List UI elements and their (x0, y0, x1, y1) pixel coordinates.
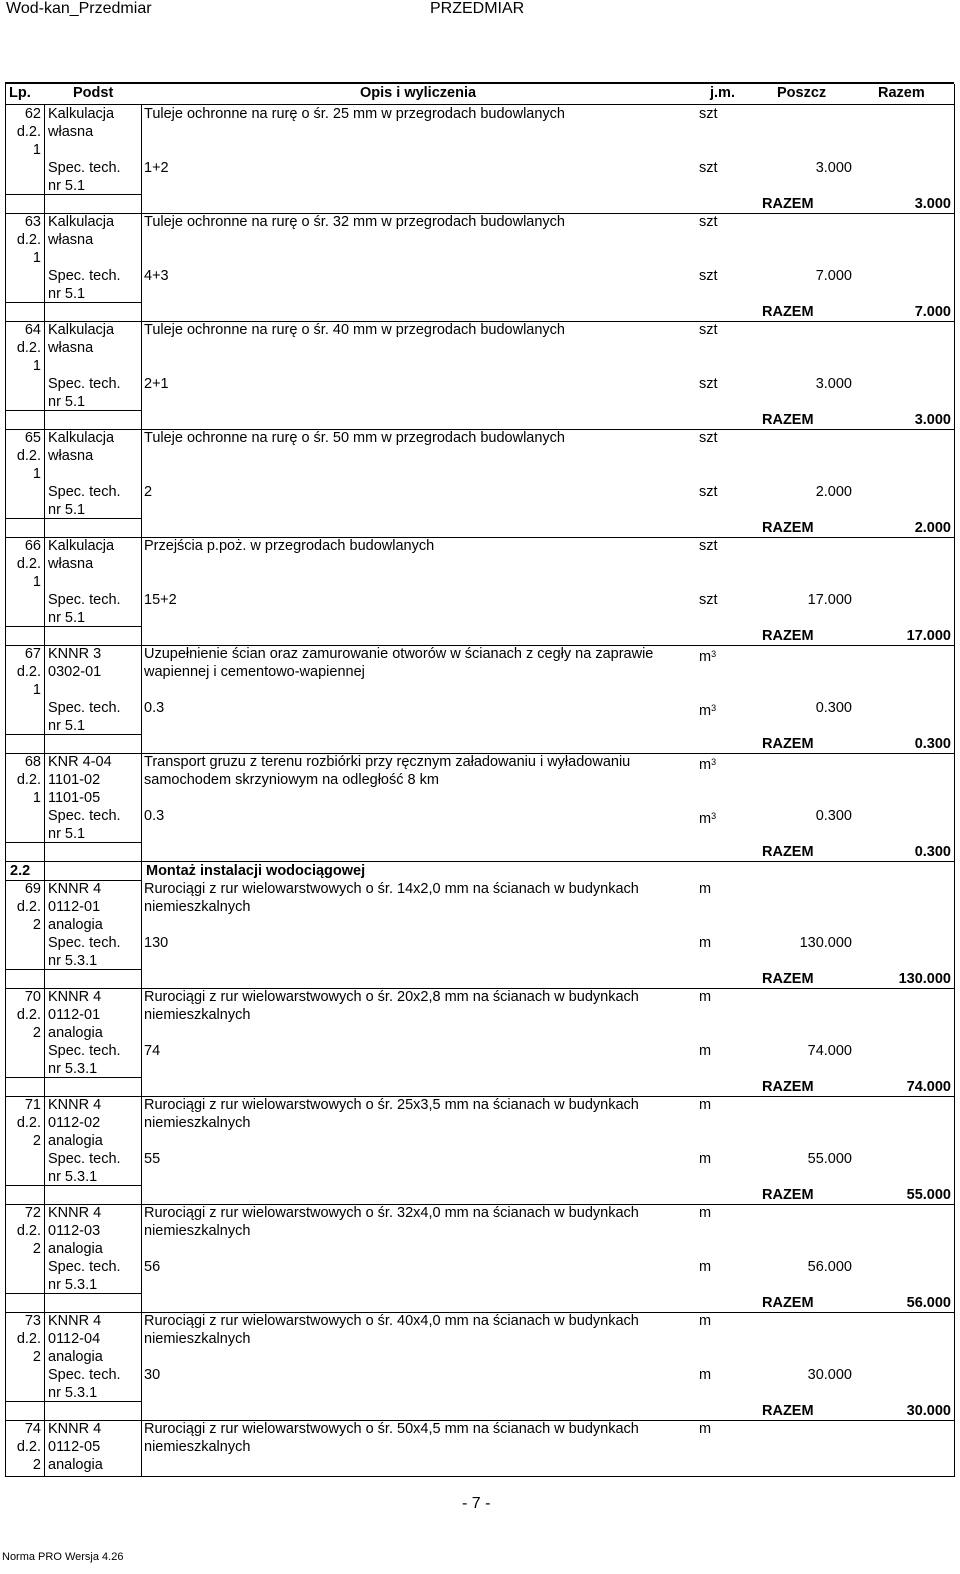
position-description: Rurociągi z rur wielowarstwowych o śr. 25x3,5 mm na ścianach w budynkach (144, 1097, 639, 1113)
position-lp: 62 (24, 106, 41, 122)
col-podst: Podst (73, 85, 114, 101)
position-description: Tuleje ochronne na rurę o śr. 40 mm w przegrodach budowlanych (144, 322, 565, 338)
position-basis: Spec. tech. (48, 1043, 121, 1059)
position-lp: d.2. (16, 124, 41, 140)
position-basis: 0112-02 (48, 1115, 101, 1131)
razem-value: 56.000 (906, 1295, 951, 1311)
position-basis: 0112-04 (48, 1331, 101, 1347)
poszcz-value: 3.000 (815, 160, 852, 176)
position-basis: Kalkulacja (48, 214, 115, 230)
razem-value: 3.000 (914, 196, 951, 212)
position-lp: d.2. (16, 1223, 41, 1239)
poszcz-value: 56.000 (807, 1259, 852, 1275)
calculation-unit: szt (699, 268, 718, 284)
position-description: niemieszkalnych (144, 1007, 251, 1023)
position-description: Tuleje ochronne na rurę o śr. 50 mm w przegrodach budowlanych (144, 430, 565, 446)
position-description: Uzupełnienie ścian oraz zamurowanie otworów w ścianach z cegły na zaprawie (144, 646, 654, 662)
position-bottom-divider (5, 842, 142, 843)
razem-label: RAZEM (762, 971, 814, 987)
position-bottom-divider (5, 1185, 142, 1186)
position-description: Rurociągi z rur wielowarstwowych o śr. 40x4,0 mm na ścianach w budynkach (144, 1313, 639, 1329)
calculation-expression: 56 (144, 1259, 161, 1275)
position-lp: 66 (24, 538, 41, 554)
position-lp: 1 (32, 142, 41, 158)
column-separator (44, 104, 45, 1476)
poszcz-value: 17.000 (807, 592, 852, 608)
position-description: wapiennej i cementowo-wapiennej (144, 664, 365, 680)
position-basis: własna (48, 232, 94, 248)
position-basis: Kalkulacja (48, 538, 115, 554)
calculation-unit: szt (699, 484, 718, 500)
calculation-expression: 0.3 (144, 700, 165, 716)
position-lp: 73 (24, 1313, 41, 1329)
position-basis: KNNR 4 (48, 1313, 102, 1329)
position-basis: Spec. tech. (48, 935, 121, 951)
position-basis: analogia (48, 1457, 103, 1473)
position-basis: analogia (48, 1133, 103, 1149)
calculation-expression: 4+3 (144, 268, 169, 284)
razem-label: RAZEM (762, 196, 814, 212)
poszcz-value: 74.000 (807, 1043, 852, 1059)
razem-label: RAZEM (762, 1187, 814, 1203)
position-unit: szt (699, 538, 718, 554)
razem-value: 17.000 (906, 628, 951, 644)
calculation-expression: 1+2 (144, 160, 169, 176)
col-razem: Razem (878, 85, 925, 101)
position-basis: nr 5.3.1 (48, 1385, 98, 1401)
position-lp: 72 (24, 1205, 41, 1221)
position-bottom-divider (5, 1293, 142, 1294)
calculation-unit: m (699, 1043, 712, 1059)
calculation-unit: $m^3$ (699, 811, 717, 827)
position-bottom-divider (5, 194, 142, 195)
poszcz-value: 0.300 (815, 808, 852, 824)
calculation-expression: 74 (144, 1043, 161, 1059)
position-lp: 1 (32, 250, 41, 266)
position-basis: Spec. tech. (48, 1367, 121, 1383)
position-basis: własna (48, 556, 94, 572)
position-basis: Spec. tech. (48, 376, 121, 392)
calculation-unit: szt (699, 376, 718, 392)
razem-value: 130.000 (898, 971, 951, 987)
position-lp: d.2. (16, 232, 41, 248)
calculation-unit: $m^3$ (699, 703, 717, 719)
document-header-left: Wod-kan_Przedmiar (6, 0, 152, 17)
position-lp: 71 (24, 1097, 41, 1113)
calculation-expression: 15+2 (144, 592, 177, 608)
position-basis: 1101-05 (48, 790, 101, 806)
position-unit: m (699, 1421, 712, 1437)
position-basis: Kalkulacja (48, 106, 115, 122)
position-lp: 1 (32, 790, 41, 806)
position-unit: m (699, 881, 712, 897)
position-basis: Spec. tech. (48, 700, 121, 716)
position-lp: 68 (24, 754, 41, 770)
position-basis: Spec. tech. (48, 808, 121, 824)
position-basis: 0302-01 (48, 664, 102, 680)
position-unit: m (699, 1313, 712, 1329)
razem-value: 2.000 (914, 520, 951, 536)
position-basis: KNR 4-04 (48, 754, 112, 770)
position-lp: d.2. (16, 899, 41, 915)
position-basis: Spec. tech. (48, 1151, 121, 1167)
position-basis: nr 5.3.1 (48, 1061, 98, 1077)
position-basis: nr 5.1 (48, 286, 86, 302)
position-basis: Kalkulacja (48, 430, 115, 446)
position-basis: KNNR 4 (48, 1205, 102, 1221)
position-basis: 0112-03 (48, 1223, 101, 1239)
position-description: Tuleje ochronne na rurę o śr. 32 mm w przegrodach budowlanych (144, 214, 565, 230)
calculation-unit: szt (699, 160, 718, 176)
position-basis: nr 5.1 (48, 718, 86, 734)
position-basis: 1101-02 (48, 772, 101, 788)
razem-value: 7.000 (914, 304, 951, 320)
position-unit: szt (699, 214, 718, 230)
position-basis: Spec. tech. (48, 1259, 121, 1275)
column-separator (141, 104, 142, 1476)
position-basis: Spec. tech. (48, 484, 121, 500)
position-lp: d.2. (16, 1007, 41, 1023)
position-basis: nr 5.1 (48, 610, 86, 626)
calculation-unit: m (699, 1151, 712, 1167)
position-basis: KNNR 4 (48, 989, 102, 1005)
position-description: Rurociągi z rur wielowarstwowych o śr. 20x2,8 mm na ścianach w budynkach (144, 989, 639, 1005)
position-basis: Spec. tech. (48, 592, 121, 608)
col-poszcz: Poszcz (777, 85, 827, 101)
poszcz-value: 130.000 (799, 935, 852, 951)
calculation-unit: m (699, 1367, 712, 1383)
position-basis: analogia (48, 1025, 103, 1041)
razem-label: RAZEM (762, 1079, 814, 1095)
position-basis: nr 5.3.1 (48, 1169, 98, 1185)
position-basis: nr 5.3.1 (48, 1277, 98, 1293)
position-bottom-divider (5, 734, 142, 735)
col-opis: Opis i wyliczenia (360, 85, 477, 101)
position-basis: 0112-01 (48, 899, 101, 915)
razem-value: 3.000 (914, 412, 951, 428)
calculation-expression: 130 (144, 935, 169, 951)
poszcz-value: 2.000 (815, 484, 852, 500)
position-unit: $m^3$ (699, 757, 717, 773)
position-basis: nr 5.1 (48, 502, 86, 518)
position-basis: KNNR 4 (48, 1421, 102, 1437)
position-description: niemieszkalnych (144, 1331, 251, 1347)
position-lp: d.2. (16, 556, 41, 572)
position-bottom-divider (5, 518, 142, 519)
page-number: - 7 - (462, 1495, 491, 1512)
position-description: niemieszkalnych (144, 899, 251, 915)
razem-label: RAZEM (762, 1403, 814, 1419)
position-lp: d.2. (16, 1439, 41, 1455)
position-basis: nr 5.3.1 (48, 953, 98, 969)
position-basis: KNNR 3 (48, 646, 102, 662)
position-unit: szt (699, 322, 718, 338)
calculation-expression: 0.3 (144, 808, 165, 824)
position-basis: analogia (48, 1241, 103, 1257)
position-bottom-divider (5, 969, 142, 970)
document-header-title: PRZEDMIAR (430, 0, 525, 17)
position-description: Tuleje ochronne na rurę o śr. 25 mm w przegrodach budowlanych (144, 106, 565, 122)
position-description: Transport gruzu z terenu rozbiórki przy ręcznym załadowaniu i wyładowaniu (144, 754, 631, 770)
col-lp: Lp. (9, 85, 31, 101)
calculation-expression: 55 (144, 1151, 161, 1167)
position-lp: 65 (24, 430, 41, 446)
position-basis: Spec. tech. (48, 268, 121, 284)
position-basis: Spec. tech. (48, 160, 121, 176)
position-lp: 1 (32, 682, 41, 698)
position-description: Rurociągi z rur wielowarstwowych o śr. 32x4,0 mm na ścianach w budynkach (144, 1205, 639, 1221)
position-lp: 2 (32, 1133, 41, 1149)
position-basis: nr 5.1 (48, 394, 86, 410)
position-lp: 70 (24, 989, 41, 1005)
position-lp: d.2. (16, 772, 41, 788)
calculation-expression: 30 (144, 1367, 161, 1383)
position-basis: własna (48, 448, 94, 464)
position-lp: d.2. (16, 1115, 41, 1131)
position-lp: 2 (32, 1457, 41, 1473)
col-jm: j.m. (710, 85, 735, 101)
poszcz-value: 7.000 (815, 268, 852, 284)
position-unit: m (699, 1097, 712, 1113)
razem-label: RAZEM (762, 844, 814, 860)
position-lp: 2 (32, 917, 41, 933)
position-basis: 0112-01 (48, 1007, 101, 1023)
poszcz-value: 3.000 (815, 376, 852, 392)
position-lp: 63 (24, 214, 41, 230)
position-basis: własna (48, 340, 94, 356)
position-bottom-divider (5, 410, 142, 411)
position-description: niemieszkalnych (144, 1115, 251, 1131)
position-unit: m (699, 1205, 712, 1221)
calculation-unit: m (699, 935, 712, 951)
calculation-expression: 2 (144, 484, 153, 500)
position-lp: d.2. (16, 340, 41, 356)
position-description: Rurociągi z rur wielowarstwowych o śr. 50x4,5 mm na ścianach w budynkach (144, 1421, 639, 1437)
poszcz-value: 30.000 (807, 1367, 852, 1383)
position-basis: KNNR 4 (48, 1097, 102, 1113)
position-lp: 74 (24, 1421, 41, 1437)
position-lp: 64 (24, 322, 41, 338)
position-bottom-divider (5, 1401, 142, 1402)
position-description: Przejścia p.poż. w przegrodach budowlanych (144, 538, 435, 554)
position-bottom-divider (5, 302, 142, 303)
calculation-expression: 2+1 (144, 376, 169, 392)
razem-label: RAZEM (762, 412, 814, 428)
position-lp: 2 (32, 1241, 41, 1257)
razem-label: RAZEM (762, 736, 814, 752)
calculation-unit: m (699, 1259, 712, 1275)
razem-value: 74.000 (906, 1079, 951, 1095)
position-bottom-divider (5, 1077, 142, 1078)
software-footer: Norma PRO Wersja 4.26 (2, 1551, 124, 1563)
razem-label: RAZEM (762, 1295, 814, 1311)
position-unit: $m^3$ (699, 649, 717, 665)
section-title: Montaż instalacji wodociągowej (146, 863, 366, 879)
position-basis: nr 5.1 (48, 826, 86, 842)
position-description: samochodem skrzyniowym na odległość 8 km (144, 772, 439, 788)
position-lp: 67 (24, 646, 41, 662)
razem-value: 0.300 (914, 736, 951, 752)
position-lp: d.2. (16, 664, 41, 680)
position-basis: analogia (48, 917, 103, 933)
position-unit: m (699, 989, 712, 1005)
position-basis: Kalkulacja (48, 322, 115, 338)
position-lp: 2 (32, 1349, 41, 1365)
position-unit: szt (699, 106, 718, 122)
table-column-header (5, 84, 954, 105)
position-basis: KNNR 4 (48, 881, 102, 897)
position-bottom-divider (5, 626, 142, 627)
razem-value: 0.300 (914, 844, 951, 860)
poszcz-value: 55.000 (807, 1151, 852, 1167)
razem-label: RAZEM (762, 304, 814, 320)
position-lp: 69 (24, 881, 41, 897)
razem-label: RAZEM (762, 520, 814, 536)
calculation-unit: szt (699, 592, 718, 608)
position-lp: 2 (32, 1025, 41, 1041)
position-basis: nr 5.1 (48, 178, 86, 194)
razem-value: 55.000 (906, 1187, 951, 1203)
position-lp: d.2. (16, 448, 41, 464)
position-description: niemieszkalnych (144, 1439, 251, 1455)
position-basis: własna (48, 124, 94, 140)
position-description: niemieszkalnych (144, 1223, 251, 1239)
position-basis: 0112-05 (48, 1439, 101, 1455)
position-lp: d.2. (16, 1331, 41, 1347)
position-description: Rurociągi z rur wielowarstwowych o śr. 14x2,0 mm na ścianach w budynkach (144, 881, 639, 897)
position-unit: szt (699, 430, 718, 446)
position-lp: 1 (32, 358, 41, 374)
poszcz-value: 0.300 (815, 700, 852, 716)
position-basis: analogia (48, 1349, 103, 1365)
section-number: 2.2 (10, 863, 31, 879)
razem-value: 30.000 (906, 1403, 951, 1419)
razem-label: RAZEM (762, 628, 814, 644)
position-lp: 1 (32, 466, 41, 482)
position-lp: 1 (32, 574, 41, 590)
